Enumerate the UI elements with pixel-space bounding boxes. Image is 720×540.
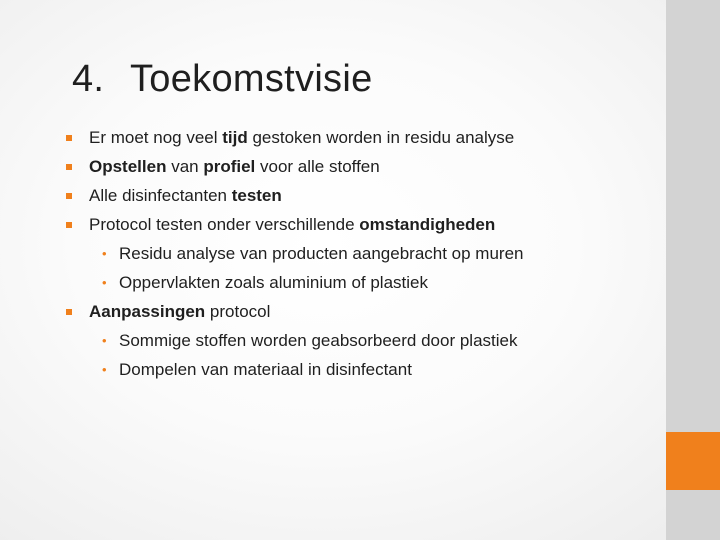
bullet-5-text: protocol [205,302,271,321]
bullet-3 [66,184,660,213]
square-bullet-icon [66,193,72,199]
bullet-3-text: Alle disinfectanten [89,186,232,205]
bullet-2-text-b: voor alle stoffen [255,157,380,176]
bullet-list [66,126,660,387]
bullet-2-bold-a: Opstellen [89,157,167,176]
bullet-4-bold: omstandigheden [359,215,496,234]
bullet-2-text-a: van [166,157,204,176]
sub-bullet-text: Sommige stoffen worden geabsorbeerd door plastiek [119,331,518,350]
bullet-4 [66,213,660,242]
bullet-1 [66,126,660,155]
bullet-1-text-a: Er moet nog veel [89,128,223,147]
slide-title [72,58,373,101]
dot-bullet-icon: • [102,246,107,261]
bullet-1-text-b: gestoken worden in residu analyse [247,128,515,147]
sub-bullet-5-1 [66,329,660,358]
sub-bullet-4-2 [66,271,660,300]
bullet-4-text: Protocol testen onder verschillende [89,215,360,234]
orange-accent-block [666,432,720,490]
sub-bullet-5-2 [66,358,660,387]
sub-bullet-4-1 [66,242,660,271]
bullet-5 [66,300,660,329]
square-bullet-icon [66,309,72,315]
bullet-1-bold-a: tijd [222,128,248,147]
square-bullet-icon [66,222,72,228]
bullet-2-bold-b: profiel [203,157,256,176]
dot-bullet-icon: • [102,333,107,348]
dot-bullet-icon: • [102,362,107,377]
sub-bullet-text: Dompelen van materiaal in disinfectant [119,360,412,379]
bullet-3-bold: testen [231,186,282,205]
sub-bullet-text: Oppervlakten zoals aluminium of plastiek [119,273,428,292]
title-number: 4. [72,58,105,100]
square-bullet-icon [66,164,72,170]
title-text: Toekomstvisie [130,58,373,100]
bullet-2 [66,155,660,184]
square-bullet-icon [66,135,72,141]
sub-bullet-text: Residu analyse van producten aangebracht op muren [119,244,524,263]
dot-bullet-icon: • [102,275,107,290]
bullet-5-bold: Aanpassingen [89,302,206,321]
